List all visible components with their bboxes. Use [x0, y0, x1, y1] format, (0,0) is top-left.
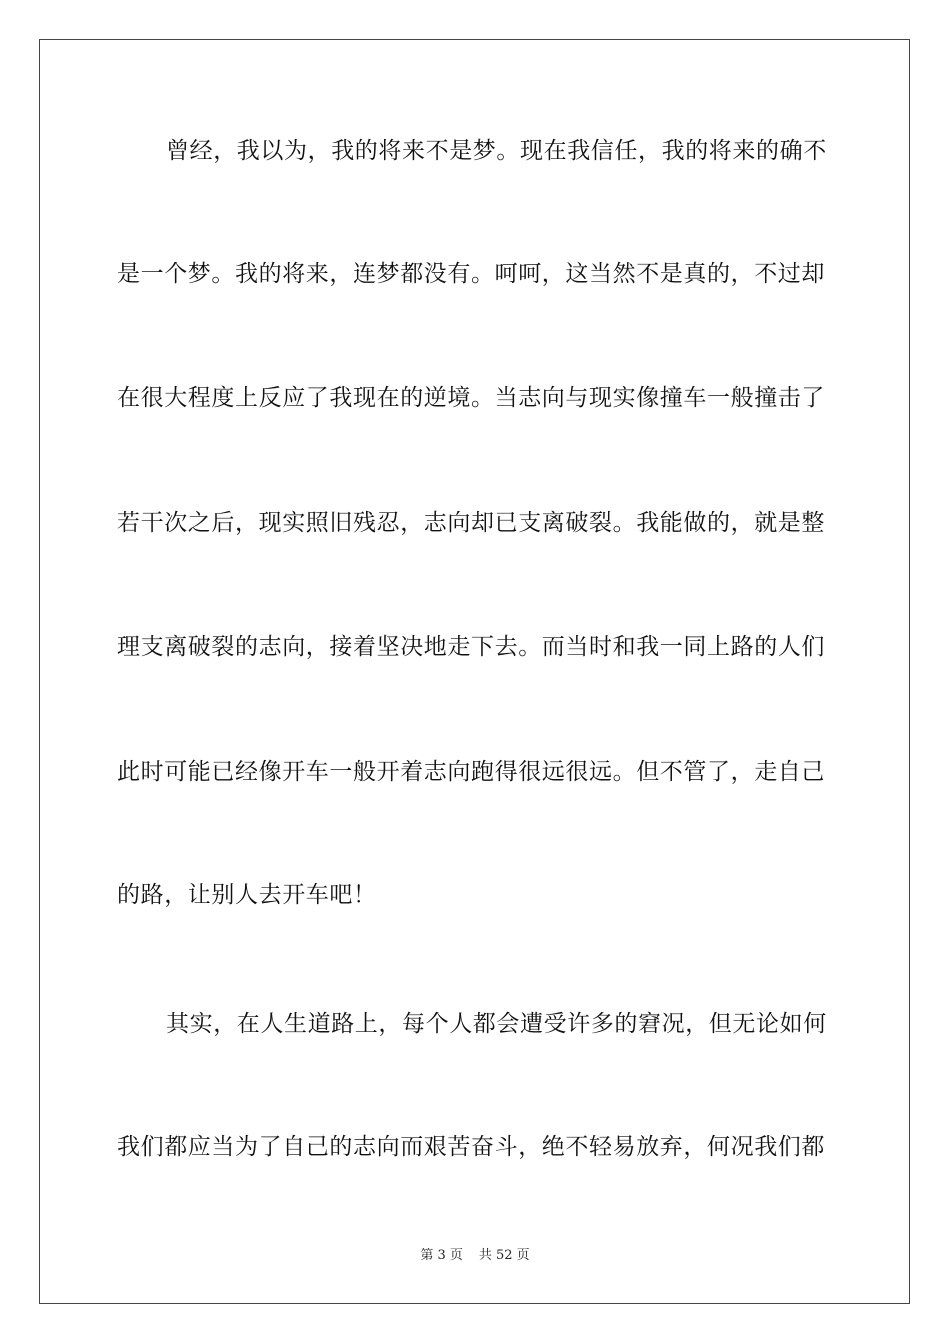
paragraph-1-line-4: 若干次之后，现实照旧残忍，志向却已支离破裂。我能做的，就是整: [117, 510, 825, 536]
paragraph-1-line-2: 是一个梦。我的将来，连梦都没有。呵呵，这当然不是真的，不过却: [117, 261, 825, 287]
paragraph-1-line-5: 理支离破裂的志向，接着坚决地走下去。而当时和我一同上路的人们: [117, 634, 825, 660]
paragraph-2-line-2: 我们都应当为了自己的志向而艰苦奋斗，绝不轻易放弃，何况我们都: [117, 1134, 825, 1160]
paragraph-1-line-1: 曾经，我以为，我的将来不是梦。现在我信任，我的将来的确不: [166, 138, 827, 164]
paragraph-1-line-3: 在很大程度上反应了我现在的逆境。当志向与现实像撞车一般撞击了: [117, 385, 825, 411]
paragraph-1-line-7: 的路，让别人去开车吧！: [117, 882, 377, 908]
page-footer: [0, 1247, 950, 1265]
paragraph-1-line-6: 此时可能已经像开车一般开着志向跑得很远很远。但不管了，走自己: [117, 759, 825, 785]
page-number: 第 3 页: [420, 1248, 463, 1263]
paragraph-2-line-1: 其实，在人生道路上，每个人都会遭受许多的窘况，但无论如何: [166, 1011, 827, 1037]
page-border: [39, 39, 910, 1304]
page-total: 共 52 页: [478, 1248, 530, 1263]
